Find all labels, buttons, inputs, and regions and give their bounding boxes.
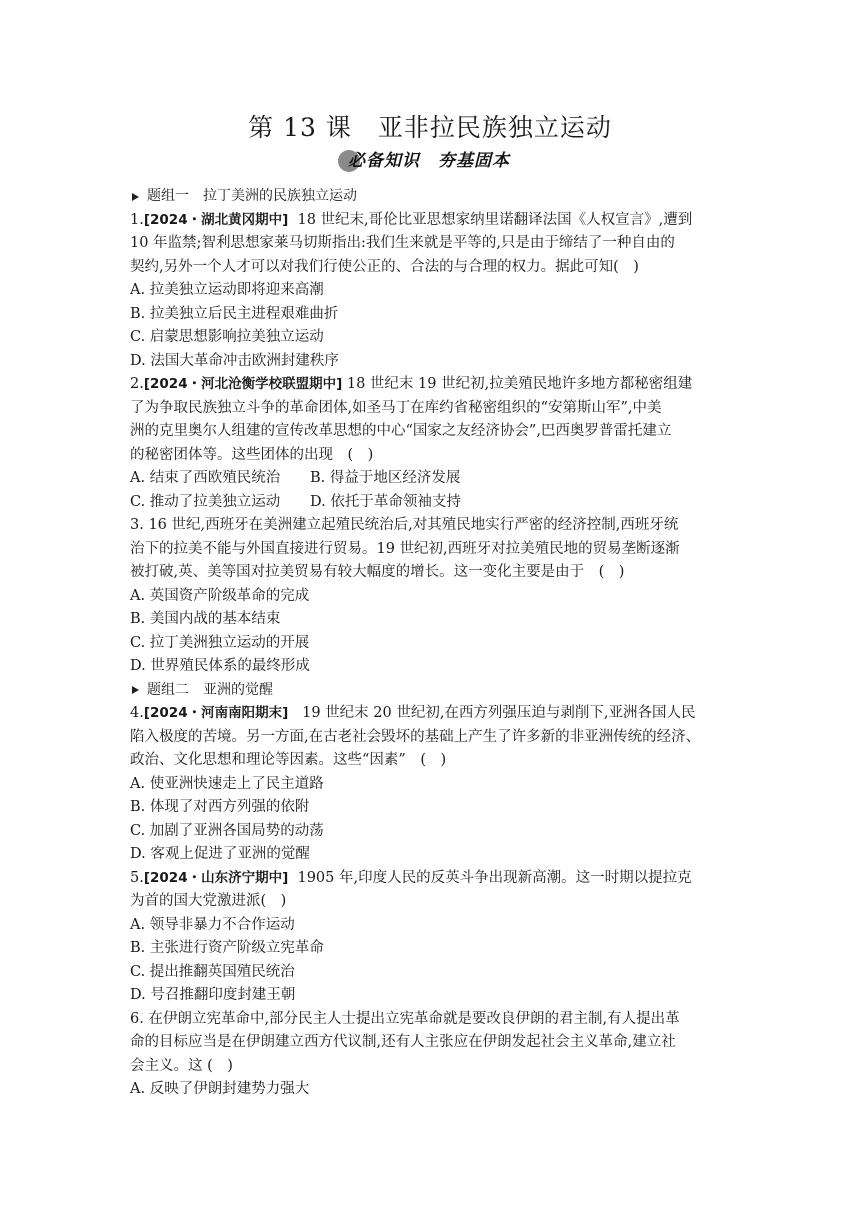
option-b[interactable]: B. 得益于地区经济发展 xyxy=(310,470,461,486)
question-6-stem-line: 命的目标应当是在伊朗建立西方代议制,还有人主张应在伊朗发起社会主义革命,建立社 xyxy=(130,1034,676,1050)
question-3-stem-line: 被打破,英、美等国对拉美贸易有较大幅度的增长。这一变化主要是由于 ( ) xyxy=(130,564,625,580)
question-text: 1905 年,印度人民的反英斗争出现新高潮。这一时期以提拉克 xyxy=(297,869,692,886)
question-4-stem-line: 政治、文化思想和理论等因素。这些“因素” ( ) xyxy=(130,752,447,768)
option-a[interactable]: A. 反映了伊朗封建势力强大 xyxy=(130,1081,310,1097)
option-b[interactable]: B. 主张进行资产阶级立宪革命 xyxy=(130,940,324,956)
question-source: [2024・河南南阳期末] xyxy=(143,705,289,721)
option-c[interactable]: C. 启蒙思想影响拉美独立运动 xyxy=(130,329,324,345)
question-source: [2024・湖北黄冈期中] xyxy=(143,211,289,228)
question-text: 18 世纪末,哥伦比亚思想家纳里诺翻译法国《人权宣言》,遭到 xyxy=(297,211,693,228)
page-title: 第 13 课 亚非拉民族独立运动 xyxy=(248,113,612,142)
option-d[interactable]: D. 世界殖民体系的最终形成 xyxy=(130,658,310,674)
option-a[interactable]: A. 使亚洲快速走上了民主道路 xyxy=(130,775,324,792)
question-2-stem-line xyxy=(130,373,742,397)
option-b[interactable]: B. 拉美独立后民主进程艰难曲折 xyxy=(130,305,339,322)
question-1-stem-line: 契约,另外一个人才可以对我们行使公正的、合法的与合理的权力。据此可知( ) xyxy=(130,258,639,275)
question-number: 1. xyxy=(130,211,144,228)
option-d[interactable]: D. 依托于革命领袖支持 xyxy=(310,493,461,510)
question-3-stem-line: 治下的拉美不能与外国直接进行贸易。19 世纪初,西班牙对拉美殖民地的贸易垄断逐渐 xyxy=(130,540,680,557)
option-a[interactable]: A. 领导非暴力不合作运动 xyxy=(130,916,295,933)
question-text: 18 世纪末 19 世纪初,拉美殖民地许多地方都秘密组建 xyxy=(346,376,693,392)
question-number: 2. xyxy=(130,376,144,392)
question-4-stem-line: 陷入极度的苦境。另一方面,在古老社会毁坏的基础上产生了许多新的非亚洲传统的经济、 xyxy=(130,728,701,745)
question-number: 5. xyxy=(130,869,144,886)
question-2-stem-line: 的秘密团体等。这些团体的出现 ( ) xyxy=(130,446,374,463)
option-b[interactable]: B. 体现了对西方列强的依附 xyxy=(130,799,310,815)
question-number: 4. xyxy=(130,705,144,721)
option-d[interactable]: D. 客观上促进了亚洲的觉醒 xyxy=(130,846,310,862)
question-4-stem-line xyxy=(130,702,742,726)
question-6-stem-line: 6. 在伊朗立宪革命中,部分民主人士提出立宪革命就是要改良伊朗的君主制,有人提出革 xyxy=(130,1010,680,1027)
triangle-bullet-icon xyxy=(132,193,139,201)
question-6-stem-line: 会主义。这 ( ) xyxy=(130,1057,233,1074)
option-d[interactable]: D. 号召推翻印度封建王朝 xyxy=(130,987,296,1003)
question-5-stem-line: 为首的国大党激进派( ) xyxy=(130,893,287,909)
triangle-bullet-icon xyxy=(132,686,139,694)
banner-text: 必备知识 夯基固本 xyxy=(348,151,510,171)
question-source: [2024・山东济宁期中] xyxy=(143,869,289,886)
question-2-stem-line: 了为争取民族独立斗争的革命团体,如圣马丁在库约省秘密组织的“安第斯山军”,中美 xyxy=(130,399,662,416)
section-banner xyxy=(338,148,524,174)
question-1-stem-line xyxy=(130,209,742,233)
group-heading-text: 题组一 拉丁美洲的民族独立运动 xyxy=(147,188,357,204)
question-text: 19 世纪末 20 世纪初,在西方列强压迫与剥削下,亚洲各国人民 xyxy=(302,705,696,721)
group-heading-1 xyxy=(130,185,742,209)
option-row xyxy=(130,467,742,491)
question-2-stem-line: 洲的克里奥尔人组建的宣传改革思想的中心“国家之友经济协会”,巴西奥罗普雷托建立 xyxy=(130,423,672,439)
option-c[interactable]: C. 推动了拉美独立运动 xyxy=(130,493,281,510)
option-c[interactable]: C. 拉丁美洲独立运动的开展 xyxy=(130,634,310,651)
question-1-stem-line: 10 年监禁;智利思想家莱马切斯指出:我们生来就是平等的,只是由于缔结了一种自由的 xyxy=(130,235,675,251)
question-3-stem-line: 3. 16 世纪,西班牙在美洲建立起殖民统治后,对其殖民地实行严密的经济控制,西班牙统 xyxy=(130,517,679,533)
group-heading-text: 题组二 亚洲的觉醒 xyxy=(147,681,273,698)
option-c[interactable]: C. 加剧了亚洲各国局势的动荡 xyxy=(130,822,324,839)
question-5-stem-line xyxy=(130,867,742,891)
question-source: [2024・河北沧衡学校联盟期中] xyxy=(143,376,343,392)
option-b[interactable]: B. 美国内战的基本结束 xyxy=(130,611,281,627)
option-a[interactable]: A. 拉美独立运动即将迎来高潮 xyxy=(130,282,324,298)
option-row xyxy=(130,491,742,515)
option-a[interactable]: A. 结束了西欧殖民统治 xyxy=(130,470,281,486)
option-c[interactable]: C. 提出推翻英国殖民统治 xyxy=(130,963,295,980)
option-d[interactable]: D. 法国大革命冲击欧洲封建秩序 xyxy=(130,352,339,369)
group-heading-2 xyxy=(130,679,742,703)
question-content xyxy=(130,185,742,1102)
option-a[interactable]: A. 英国资产阶级革命的完成 xyxy=(130,587,310,604)
